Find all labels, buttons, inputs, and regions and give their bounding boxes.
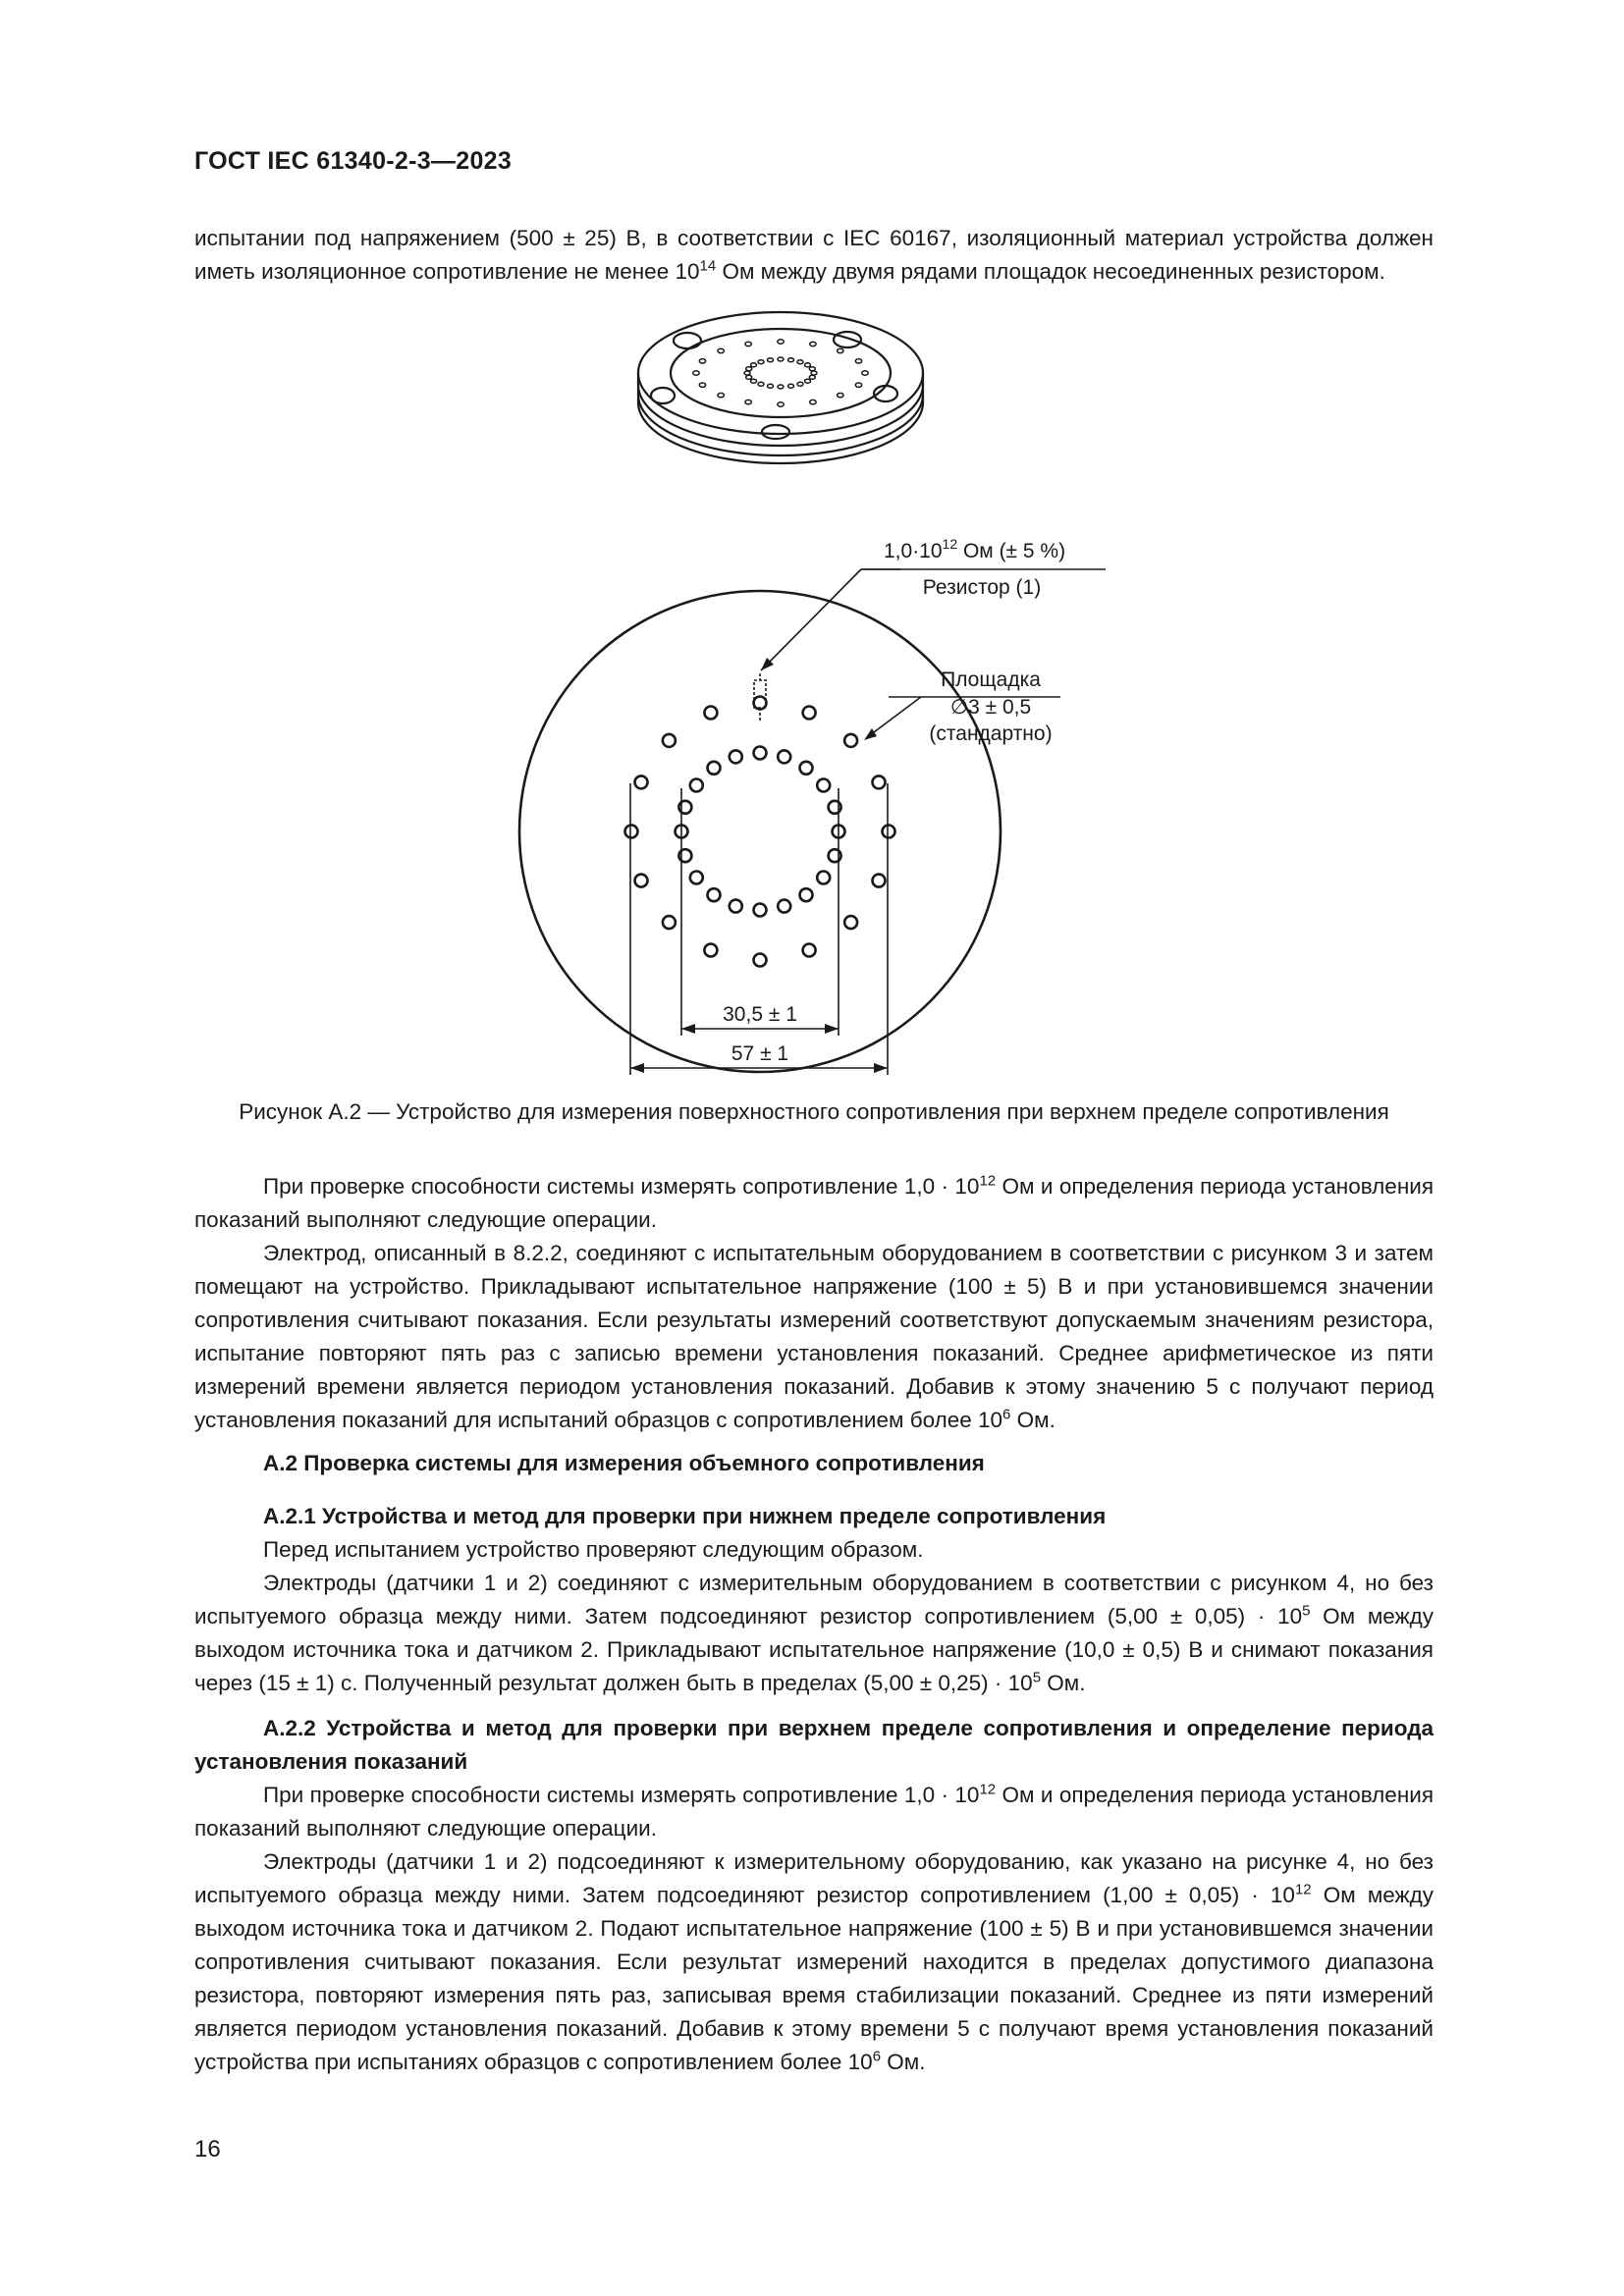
inner-pad — [730, 900, 742, 913]
inner-pad — [730, 750, 742, 763]
outer-pad — [625, 826, 638, 838]
standard-header: ГОСТ IEC 61340-2-3—2023 — [194, 147, 513, 175]
iso-inner-pad — [805, 379, 811, 383]
iso-inner-pad — [778, 385, 784, 389]
iso-outer-pad — [838, 348, 843, 352]
section-a22-heading: А.2.2 Устройства и метод для проверки при верхнем пределе сопротивления и определение периода установления показаний — [194, 1716, 1434, 1774]
inner-pad — [778, 750, 790, 763]
iso-inner-pad — [768, 384, 774, 388]
outer-pad — [844, 916, 857, 929]
iso-outer-pad — [778, 340, 784, 344]
iso-outer-pad — [862, 371, 868, 375]
paragraph-electrode-procedure: Электрод, описанный в 8.2.2, соединяют с испытательным оборудованием в соответствии с рисунком 3 и затем помещают на устройство. Прикладывают испытательное напряжение (100 ± 5) В и при установившемся значении сопротивления считывают показания. Если результаты измерений соответствуют допускаемым значениям резистора, испытание повторяют пять раз с записью времени установления показаний. Среднее арифметическое из пяти измерений времени является периодом установления показаний. Добавив к этому значению 5 с получают период установления показаний для испытаний образцов с сопротивлением более $10^6$ Ом. — [194, 1241, 1434, 1432]
iso-outer-pad — [855, 359, 861, 363]
iso-outer-pad — [778, 402, 784, 406]
inner-pad — [800, 762, 813, 774]
inner-pad — [778, 900, 790, 913]
iso-inner-pad — [809, 375, 815, 379]
iso-outer-pad — [810, 400, 816, 403]
pad-array — [625, 697, 895, 967]
pad-standard-note: (стандартно) — [929, 722, 1053, 745]
iso-outer-pad — [699, 359, 705, 363]
device-3d-illustration — [638, 312, 923, 463]
inner-pad — [690, 779, 703, 792]
iso-outer-pad — [745, 342, 751, 346]
iso-inner-pad — [758, 360, 764, 364]
iso-inner-pad — [758, 382, 764, 386]
outer-pad — [754, 954, 767, 967]
section-a21-heading: А.2.1 Устройства и метод для проверки при нижнем пределе сопротивления — [263, 1504, 1107, 1528]
resistor-name-label: Резистор (1) — [922, 576, 1042, 599]
pad-diameter-label: ∅3 ± 0,5 — [949, 696, 1032, 719]
figure-a2-drawing — [511, 304, 1198, 1090]
iso-inner-pad — [809, 367, 815, 371]
dimension-outer-label: 57 ± 1 — [731, 1042, 789, 1065]
outer-pad — [704, 944, 717, 957]
dimension-inner-label: 30,5 ± 1 — [723, 1003, 797, 1026]
iso-inner-pad — [744, 371, 750, 375]
pad-leader-arrow — [864, 728, 877, 740]
outer-pad — [635, 875, 648, 887]
iso-inner-pad — [751, 363, 757, 367]
device-plate-outline — [519, 591, 1001, 1072]
inner-pad — [800, 888, 813, 901]
outer-pad — [704, 707, 717, 720]
outer-pad — [844, 734, 857, 747]
iso-outer-pad — [699, 383, 705, 387]
iso-outer-pad — [855, 383, 861, 387]
device-3d-pads — [693, 340, 868, 406]
intro-sup: 14 — [699, 257, 717, 275]
inner-pad — [690, 872, 703, 884]
iso-outer-pad — [745, 400, 751, 403]
iso-inner-pad — [746, 367, 752, 371]
iso-outer-pad — [838, 393, 843, 397]
pad-leader-line — [866, 697, 921, 738]
paragraph-verification-intro: При проверке способности системы измерять сопротивление $1,0 \cdot 10^{12}$ Ом и определения периода установления показаний выполняют следующие операции. — [194, 1172, 1434, 1232]
outer-pad — [663, 916, 676, 929]
iso-inner-pad — [797, 360, 803, 364]
iso-outer-pad — [718, 393, 724, 397]
section-a2-heading: А.2 Проверка системы для измерения объемного сопротивления — [263, 1451, 985, 1475]
intro-text-a: испытании под напряжением (500 ± 25) В, в соответствии с IEC 60167, изоляционный материал устройства должен иметь изоляционное сопротивление не менее 10 — [194, 226, 1434, 284]
resistor-leader-line — [761, 569, 861, 670]
page-number: 16 — [194, 2136, 221, 2163]
paragraph-a22-intro: При проверке способности системы измерять сопротивление $1,0 \cdot 10^{12}$ Ом и определения периода установления показаний выполняют следующие операции. — [194, 1781, 1434, 1841]
iso-inner-pad — [788, 358, 794, 362]
iso-outer-pad — [718, 348, 724, 352]
outer-pad — [663, 734, 676, 747]
resistor-value-label: $1,0\cdot 10^{12}$ Ом (± 5 %) — [884, 536, 1066, 562]
paragraph-a21-intro: Перед испытанием устройство проверяют следующим образом. — [263, 1537, 924, 1562]
iso-inner-pad — [746, 375, 752, 379]
iso-outer-pad — [693, 371, 699, 375]
inner-pad — [817, 779, 830, 792]
intro-paragraph — [194, 222, 1434, 289]
outer-pad — [635, 775, 648, 788]
inner-pad — [754, 904, 767, 917]
iso-inner-pad — [778, 357, 784, 361]
intro-text-b: Ом между двумя рядами площадок несоединенных резистором. — [716, 259, 1385, 284]
iso-inner-pad — [811, 371, 817, 375]
body-text — [194, 1170, 1434, 2079]
inner-pad — [708, 888, 721, 901]
resistor-symbol — [754, 680, 766, 708]
outer-pad — [873, 875, 886, 887]
paragraph-a21-procedure: Электроды (датчики 1 и 2) соединяют с измерительным оборудованием в соответствии с рисунком 4, но без испытуемого образца между ними. Затем подсоединяют резистор сопротивлением $(5,00 \pm 0,05) \cdot 10^5$ Ом между выходом источника тока и датчиком 2. Прикладывают испытательное напряжение (10,0 ± 0,5) В и снимают показания через (15 ± 1) с. Полученный результат должен быть в пределах $(5,00 \pm 0,25) \cdot 10^5$ Ом. — [194, 1571, 1434, 1695]
inner-pad — [708, 762, 721, 774]
paragraph-a22-procedure: Электроды (датчики 1 и 2) подсоединяют к измерительному оборудованию, как указано на рисунке 4, но без испытуемого образца между ними. Затем подсоединяют резистор сопротивлением $(1,00 \pm 0,05) \cdot 10^{12}$ Ом между выходом источника тока и датчиком 2. Подают испытательное напряжение (100 ± 5) В и при установившемся значении сопротивления считывают показания. Если результат измерений находится в пределах допустимого диапазона резистора, повторяют измерения пять раз, записывая время стабилизации показаний. Среднее из пяти измерений является периодом установления показаний. Добавив к этому времени 5 с получают время установления показаний устройства при испытаниях образцов с сопротивлением более $10^6$ Ом. — [194, 1849, 1434, 2074]
outer-pad — [803, 944, 816, 957]
iso-outer-pad — [810, 342, 816, 346]
inner-pad — [754, 747, 767, 760]
iso-inner-pad — [805, 363, 811, 367]
iso-inner-pad — [797, 382, 803, 386]
outer-pad — [873, 775, 886, 788]
outer-pad — [803, 707, 816, 720]
iso-inner-pad — [788, 384, 794, 388]
figure-caption: Рисунок А.2 — Устройство для измерения поверхностного сопротивления при верхнем пределе сопротивления — [239, 1099, 1389, 1124]
outer-pad — [883, 826, 895, 838]
iso-inner-pad — [768, 358, 774, 362]
inner-pad — [817, 872, 830, 884]
iso-inner-pad — [751, 379, 757, 383]
pad-label: Площадка — [941, 668, 1041, 691]
